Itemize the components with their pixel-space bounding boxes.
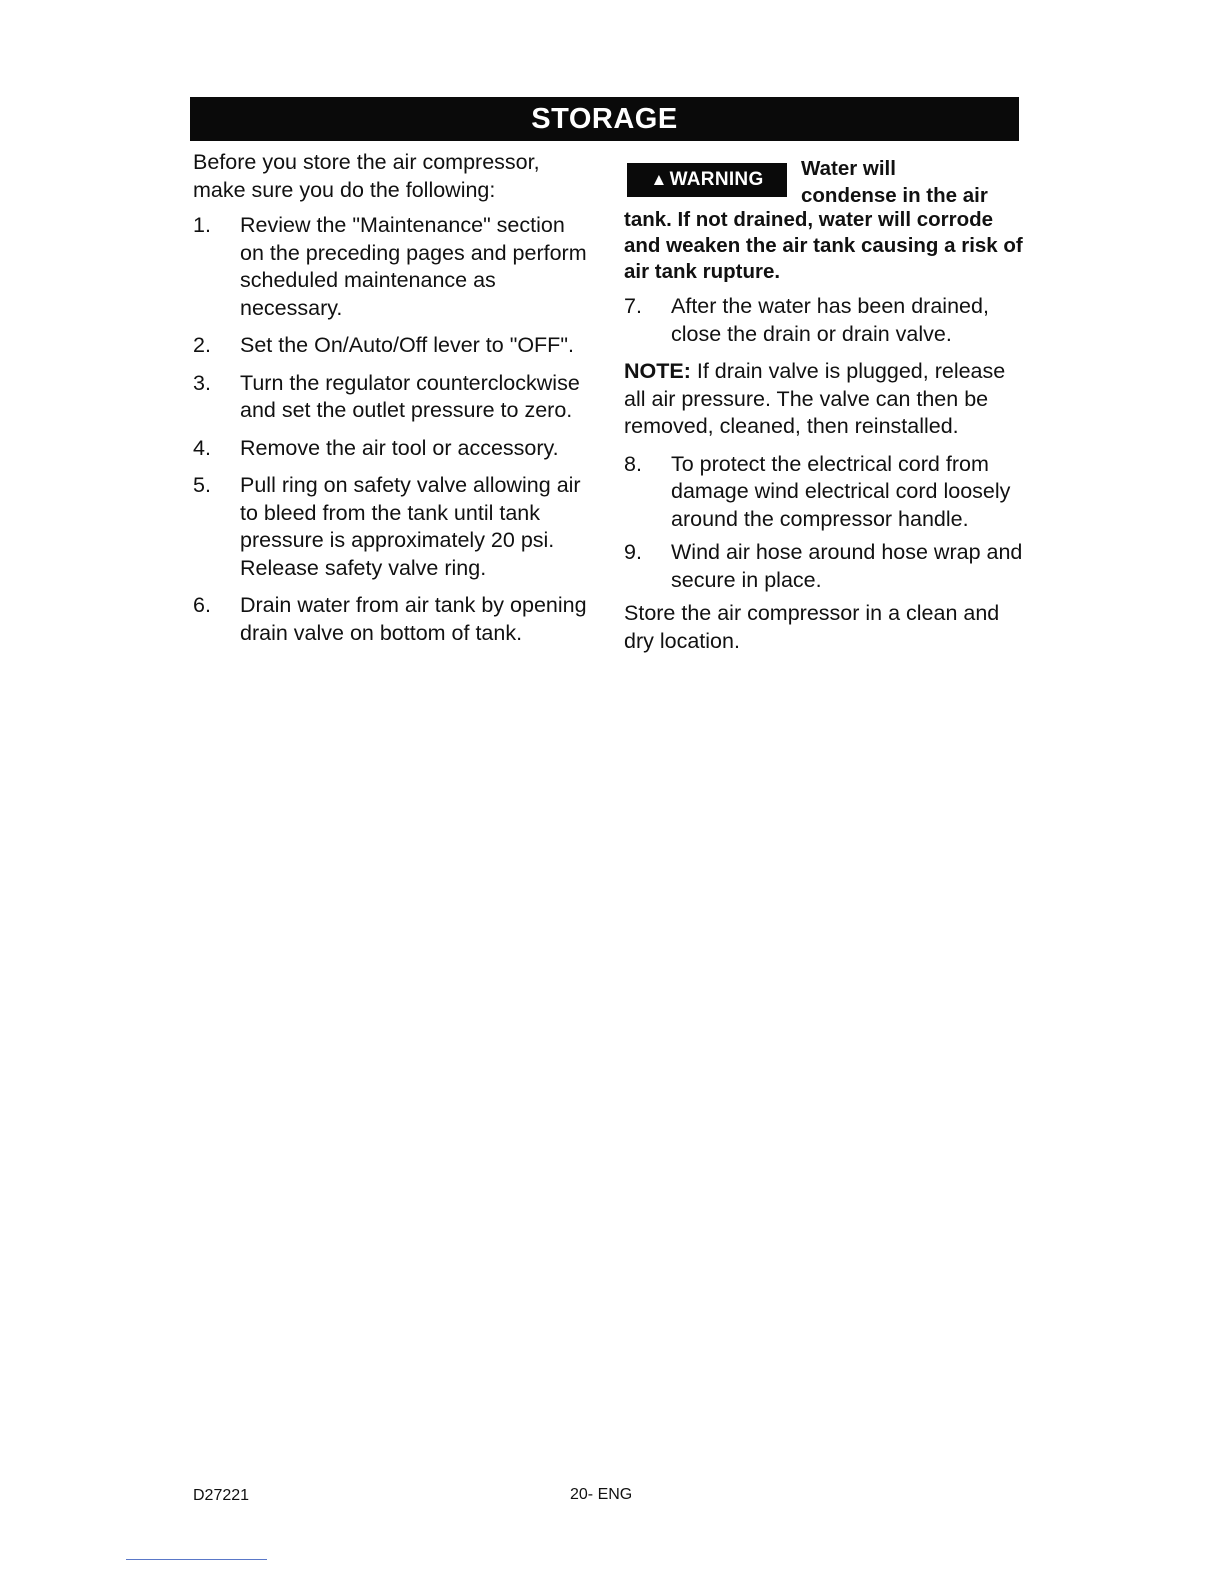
step-text: After the water has been drained, close the drain or drain valve. <box>671 294 989 346</box>
step-number: 6. <box>193 593 211 617</box>
note-text: If drain valve is plugged, release all air pressure. The valve can then be removed, cleaned, then reinstalled. <box>624 359 1006 438</box>
model-number: D27221 <box>193 1487 250 1504</box>
list-item <box>193 472 593 582</box>
warning-lead-line2: condense in the air <box>801 184 988 207</box>
warning-header <box>624 155 1024 207</box>
section-title: STORAGE <box>531 102 678 135</box>
step-text: Review the "Maintenance" section on the preceding pages and perform scheduled maintenance as necessary. <box>240 213 587 320</box>
warning-badge-label: WARNING <box>669 169 764 190</box>
list-item <box>624 293 1024 348</box>
list-item <box>193 435 593 463</box>
closing-paragraph: Store the air compressor in a clean and dry location. <box>624 601 1000 653</box>
warning-triangle-icon: ▲ <box>650 170 668 189</box>
list-item <box>624 539 1024 594</box>
step-number: 9. <box>624 540 642 564</box>
warning-lead <box>801 155 988 209</box>
step-number: 2. <box>193 333 211 357</box>
right-column <box>624 155 1024 655</box>
step-text: Remove the air tool or accessory. <box>240 435 559 460</box>
left-column <box>193 149 593 647</box>
list-item <box>193 212 593 322</box>
section-title-banner <box>190 97 1019 141</box>
step-text: To protect the electrical cord from damage wind electrical cord loosely around the compressor handle. <box>671 451 1011 531</box>
step-text: Turn the regulator counterclockwise and set the outlet pressure to zero. <box>240 370 580 422</box>
note-paragraph <box>624 358 1024 441</box>
step-text: Pull ring on safety valve allowing air to bleed from the tank until tank pressure is approximately 20 psi. Release safety valve ring. <box>240 473 581 580</box>
step-number: 8. <box>624 451 642 476</box>
step-number: 4. <box>193 435 211 460</box>
warning-badge <box>627 163 787 197</box>
step-number: 7. <box>624 294 642 318</box>
warning-body: tank. If not drained, water will corrode and weaken the air tank causing a risk of air tank rupture. <box>624 208 1023 283</box>
page-number: 20- ENG <box>570 1486 633 1503</box>
step-text: Set the On/Auto/Off lever to "OFF". <box>240 333 574 357</box>
warning-lead-line1: Water will <box>801 157 896 180</box>
step-number: 5. <box>193 473 211 497</box>
step-number: 3. <box>193 370 211 395</box>
note-label: NOTE: <box>624 359 691 383</box>
list-item <box>193 592 593 647</box>
list-item <box>193 370 593 425</box>
divider <box>126 1559 267 1560</box>
intro-paragraph: Before you store the air compressor, make sure you do the following: <box>193 150 540 202</box>
list-item <box>624 451 1024 534</box>
step-number: 1. <box>193 213 211 237</box>
step-text: Wind air hose around hose wrap and secure in place. <box>671 540 1023 592</box>
step-text: Drain water from air tank by opening drain valve on bottom of tank. <box>240 593 587 645</box>
list-item <box>193 332 593 360</box>
